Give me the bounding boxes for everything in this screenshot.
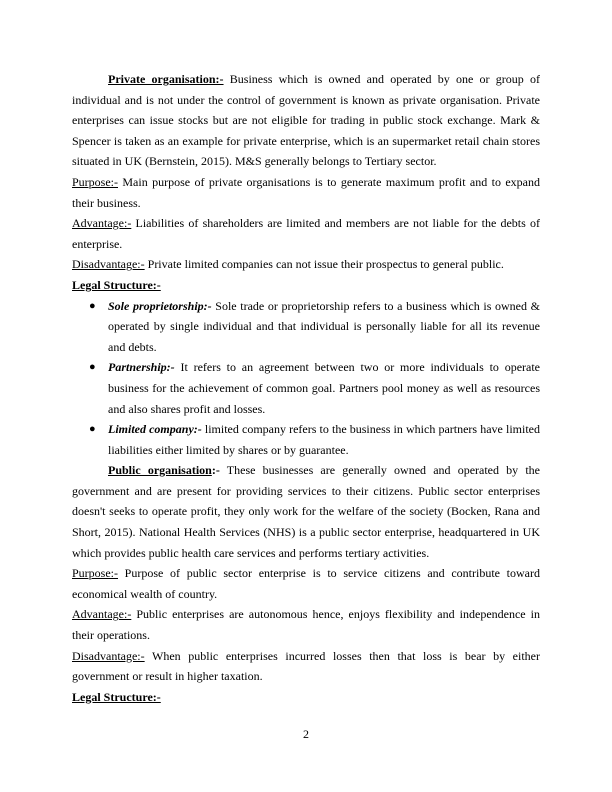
list-item-term: Partnership:- — [108, 360, 175, 375]
public-purpose-text: Purpose of public sector enterprise is to service citizens and contribute toward economical wealth of country. — [72, 566, 540, 601]
private-disadvantage-label: Disadvantage:- — [72, 257, 145, 272]
list-item-term: Sole proprietorship:- — [108, 298, 212, 313]
list-item-text: Sole trade or proprietorship refers to a business which is owned & operated by single individual and that individual is personally liable for all its revenue and debts. — [108, 298, 540, 354]
private-advantage-text: Liabilities of shareholders are limited and members are not liable for the debts of enterprise. — [72, 216, 540, 251]
public-disadvantage-paragraph — [72, 646, 540, 687]
private-disadvantage-paragraph — [72, 254, 540, 275]
public-disadvantage-label: Disadvantage:- — [72, 648, 145, 663]
public-organisation-body: These businesses are generally owned and operated by the government and are present for providing services to their citizens. Public sector enterprises doesn't seeks to operate profit, they only work for the welfare of the society (Bocken, Rana and Short, 2015). National Health Services (NHS) is a public sector enterprise, headquartered in UK which provides public health care services and performs tertiary activities. — [72, 463, 540, 560]
list-item — [72, 419, 540, 460]
bullet-icon: ● — [89, 361, 96, 374]
private-organisation-heading: Private organisation:- — [108, 72, 224, 86]
public-advantage-paragraph — [72, 604, 540, 645]
list-item-text: limited company refers to the business in which partners have limited liabilities either limited by shares or by guarantee. — [108, 422, 540, 457]
list-item — [72, 296, 540, 358]
private-organisation-body: Business which is owned and operated by one or group of individual and is not under the control of government is known as private organisation. Private enterprises can issue stocks but are not eligible for trading in public stock exchange. Mark & Spencer is taken as an example for private enterprise, which is an supermarket retail chain stores situated in UK (Bernstein, 2015). M&S generally belongs to Tertiary sector. — [72, 72, 540, 169]
list-item — [72, 357, 540, 419]
private-purpose-text: Main purpose of private organisations is to generate maximum profit and to expand their business. — [72, 174, 540, 210]
public-legal-structure-heading — [72, 687, 540, 708]
private-legal-structure-heading — [72, 275, 540, 296]
list-item-term: Limited company:- — [108, 422, 202, 437]
public-organisation-paragraph — [72, 460, 540, 563]
bullet-icon: ● — [89, 299, 96, 312]
public-advantage-label: Advantage:- — [72, 607, 132, 622]
public-advantage-text: Public enterprises are autonomous hence, enjoys flexibility and independence in their operations. — [72, 607, 540, 643]
public-organisation-heading-suffix: :- — [211, 463, 220, 478]
public-purpose-paragraph — [72, 563, 540, 604]
bullet-icon: ● — [89, 423, 96, 436]
private-disadvantage-text: Private limited companies can not issue their prospectus to general public. — [144, 257, 504, 272]
private-advantage-paragraph — [72, 213, 540, 254]
public-purpose-label: Purpose:- — [72, 566, 118, 581]
public-organisation-heading: Public organisation — [108, 463, 212, 478]
private-purpose-paragraph — [72, 172, 540, 213]
private-advantage-label: Advantage:- — [72, 216, 132, 231]
public-disadvantage-text: When public enterprises incurred losses then that loss is bear by either government or result in higher taxation. — [72, 648, 540, 684]
private-legal-structure-label: Legal Structure:- — [72, 277, 161, 292]
public-legal-structure-label: Legal Structure:- — [72, 689, 161, 704]
legal-structure-list — [72, 296, 540, 461]
page-content — [72, 69, 540, 707]
page-number: 2 — [303, 727, 309, 741]
private-purpose-label: Purpose:- — [72, 174, 118, 189]
private-organisation-paragraph — [72, 69, 540, 172]
list-item-text: It refers to an agreement between two or more individuals to operate business for the achievement of common goal. Partners pool money as well as resources and also shares profit and losses. — [108, 360, 540, 416]
